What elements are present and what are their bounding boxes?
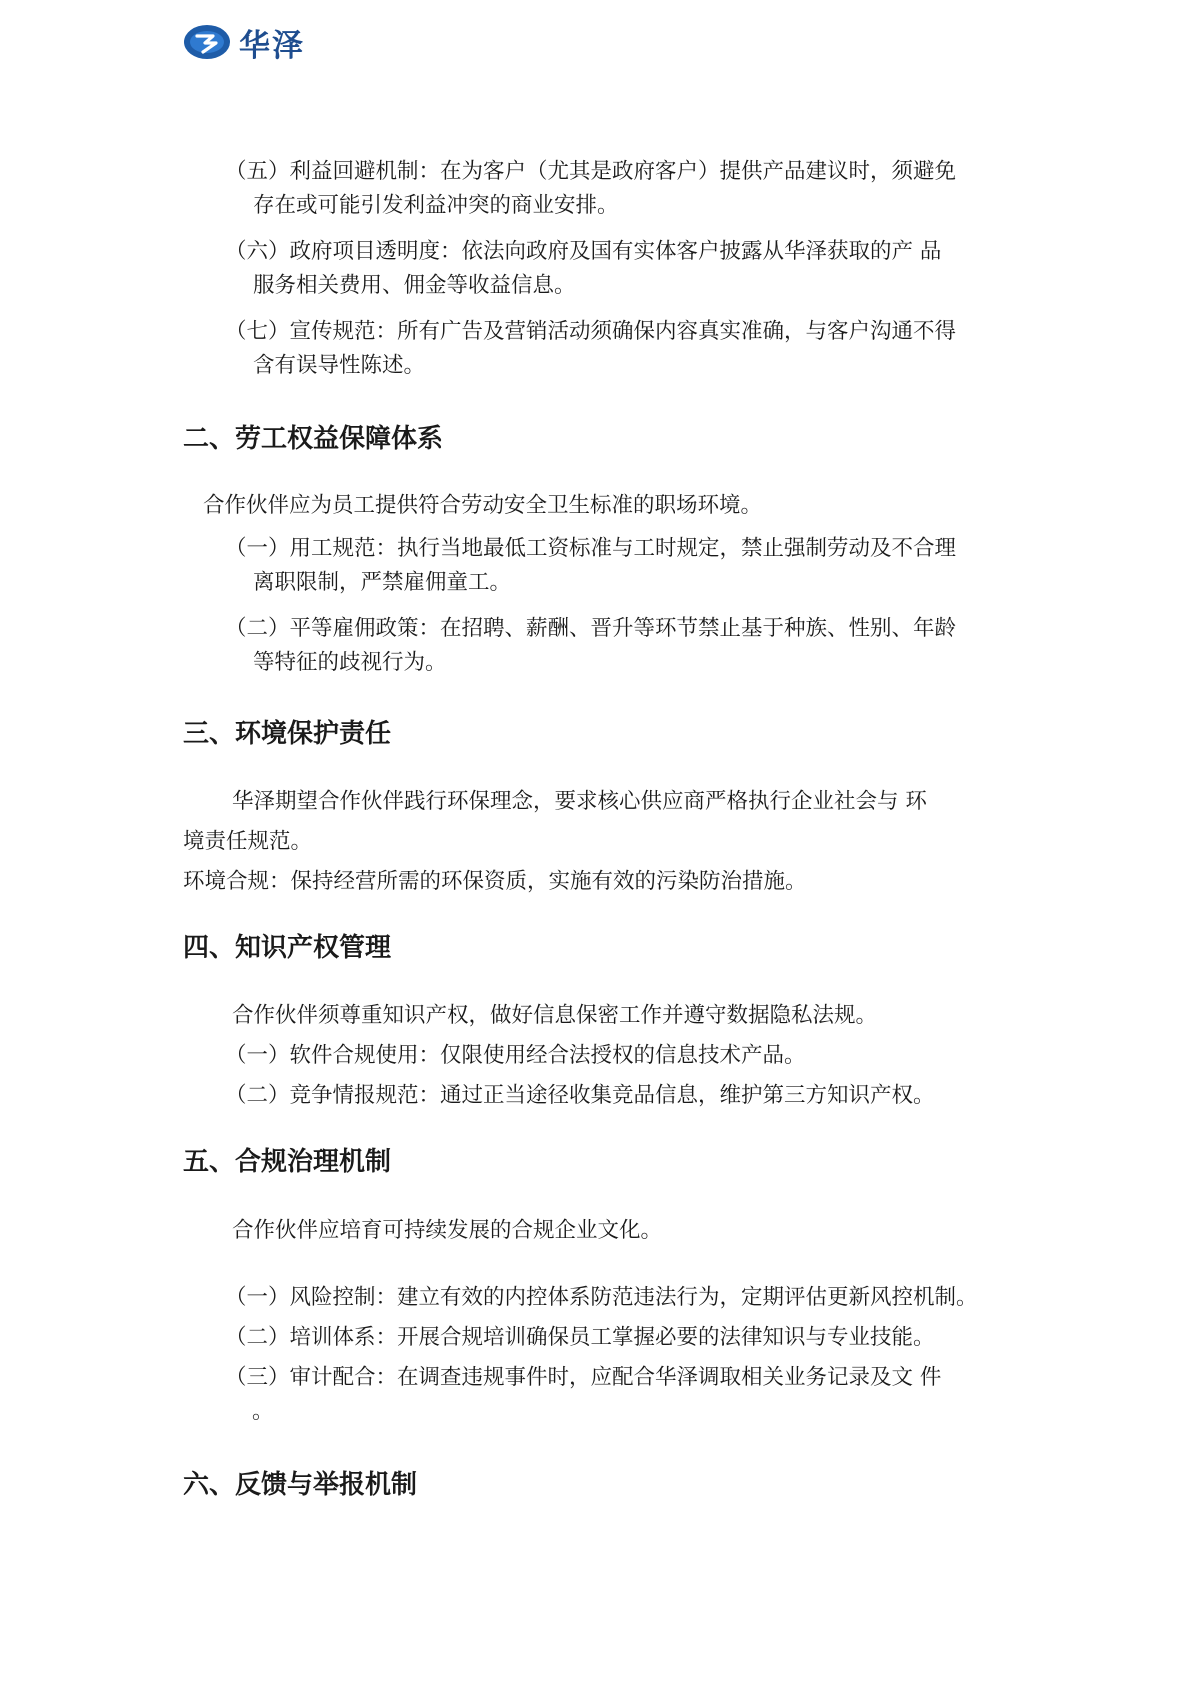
huaze-logo-mark-icon: [183, 23, 231, 61]
environment-compliance: 环境合规：保持经营所需的环保资质，实施有效的污染防治措施。: [183, 869, 807, 894]
section-paragraph: 华泽期望合作伙伴践行环保理念，要求核心供应商严格执行企业社会与 环: [232, 789, 927, 814]
list-item: （三）审计配合：在调查违规事件时，应配合华泽调取相关业务记录及文 件: [225, 1365, 942, 1390]
logo-text: 华泽: [239, 27, 305, 64]
list-item-line: （六）政府项目透明度：依法向政府及国有实体客户披露从华泽获取的产 品: [225, 239, 942, 264]
list-item-tail: 。: [252, 1399, 274, 1424]
list-item-line: 含有误导性陈述。: [253, 353, 426, 378]
section-heading: 六、反馈与举报机制: [183, 1470, 418, 1500]
list-item-line: （七）宣传规范：所有广告及营销活动须确保内容真实准确，与客户沟通不得: [225, 319, 957, 344]
list-item-line: 等特征的歧视行为。: [253, 650, 447, 675]
company-logo: [183, 22, 305, 62]
list-item: [225, 235, 941, 303]
list-item: （一）软件合规使用：仅限使用经合法授权的信息技术产品。: [225, 1043, 806, 1068]
list-item: （二）竞争情报规范：通过正当途径收集竞品信息，维护第三方知识产权。: [225, 1083, 935, 1108]
list-item-line: 服务相关费用、佣金等收益信息。: [253, 273, 576, 298]
section-heading: 二、劳工权益保障体系: [183, 424, 444, 454]
list-item-line: 离职限制，严禁雇佣童工。: [253, 570, 512, 595]
section-paragraph-cont: 境责任规范。: [183, 829, 313, 854]
list-item-line: （五）利益回避机制：在为客户（尤其是政府客户）提供产品建议时，须避免: [225, 159, 957, 184]
list-item-line: （一）用工规范：执行当地最低工资标准与工时规定，禁止强制劳动及不合理: [225, 536, 957, 561]
section-intro: 合作伙伴应培育可持续发展的合规企业文化。: [232, 1218, 663, 1243]
section-intro: 合作伙伴应为员工提供符合劳动安全卫生标准的职场环境。: [203, 493, 763, 518]
list-item-line: （二）平等雇佣政策：在招聘、薪酬、晋升等环节禁止基于种族、性别、年龄: [225, 616, 957, 641]
section-heading: 三、环境保护责任: [183, 719, 392, 749]
list-item-line: 存在或可能引发利益冲突的商业安排。: [253, 193, 619, 218]
list-item: [225, 315, 956, 383]
list-item: [225, 532, 956, 600]
list-item: [225, 612, 956, 680]
list-item: （一）风险控制：建立有效的内控体系防范违法行为，定期评估更新风控机制。: [225, 1285, 978, 1310]
list-item: （二）培训体系：开展合规培训确保员工掌握必要的法律知识与专业技能。: [225, 1325, 935, 1350]
section-intro: 合作伙伴须尊重知识产权，做好信息保密工作并遵守数据隐私法规。: [232, 1003, 878, 1028]
section-heading: 五、合规治理机制: [183, 1147, 392, 1177]
list-item: [225, 155, 956, 223]
section-heading: 四、知识产权管理: [183, 933, 392, 963]
